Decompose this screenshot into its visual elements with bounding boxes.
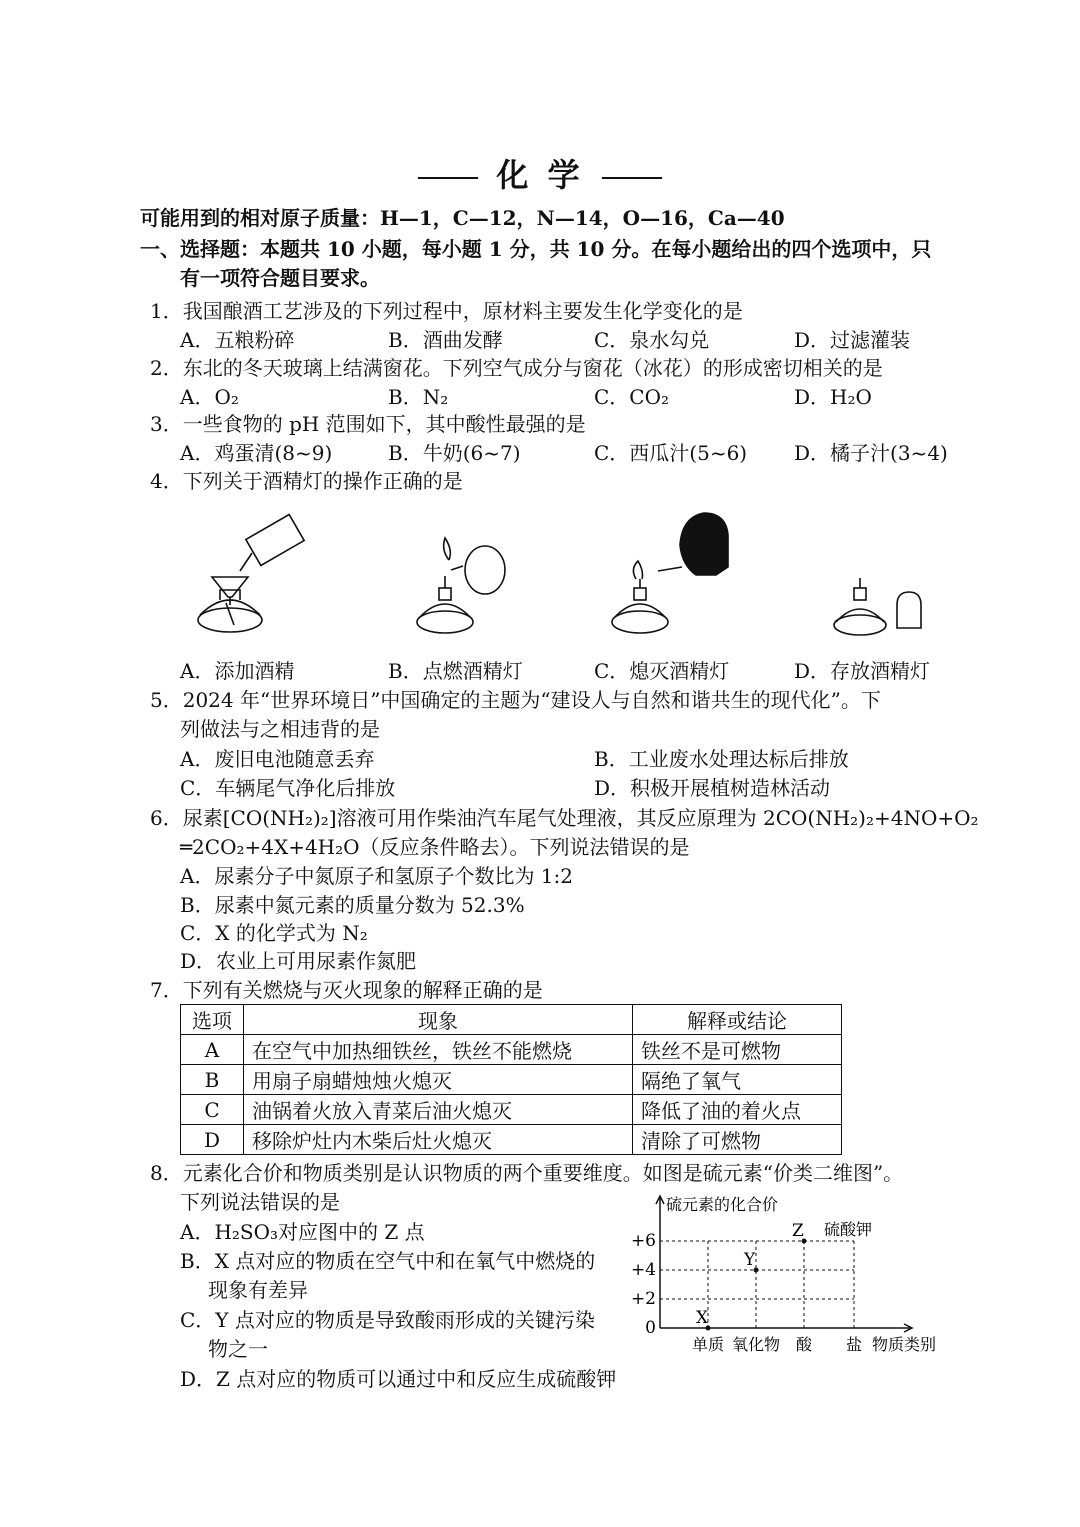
q4-option-d: D．存放酒精灯 [794,659,931,683]
q6-option-b: B．尿素中氮元素的质量分数为 52.3% [180,893,525,917]
add-alcohol-illustration [190,505,320,645]
q1-option-c: C．泉水勾兑 [594,328,710,352]
y-tick-label: +6 [630,1231,656,1251]
sulfur-valence-chart [628,1190,948,1360]
y-tick-label: +2 [630,1289,656,1309]
q5-option-b: B．工业废水处理达标后排放 [594,747,849,771]
y-axis-label: 硫元素的化合价 [666,1195,779,1214]
q5-option-a: A．废旧电池随意丢弃 [180,747,375,771]
table-header: 解释或结论 [633,1005,842,1035]
q6-option-a: A．尿素分子中氮原子和氢原子个数比为 1:2 [180,864,573,888]
table-cell: 清除了可燃物 [633,1125,842,1155]
q2-stem: 2．东北的冬天玻璃上结满窗花。下列空气成分与窗花（冰花）的形成密切相关的是 [150,356,883,380]
q3-stem: 3．一些食物的 pH 范围如下，其中酸性最强的是 [150,412,586,436]
q1-stem: 1．我国酿酒工艺涉及的下列过程中，原材料主要发生化学变化的是 [150,299,743,323]
table-cell: 移除炉灶内木柴后灶火熄灭 [244,1125,633,1155]
table-cell: 用扇子扇蜡烛烛火熄灭 [244,1065,633,1095]
x-tick-label: 氧化物 [731,1335,781,1354]
title-dash-right [602,177,662,179]
table-header: 现象 [244,1005,633,1035]
table-cell: B [181,1065,244,1095]
q8-option-c-cont: 物之一 [208,1337,268,1361]
table-cell: 在空气中加热细铁丝，铁丝不能燃烧 [244,1035,633,1065]
q6-stem: 6．尿素[CO(NH₂)₂]溶液可用作柴油汽车尾气处理液，其反应原理为 2CO(NH₂)₂+4NO+O₂ [150,806,979,830]
table-header-row [181,1005,842,1035]
table-cell: 铁丝不是可燃物 [633,1035,842,1065]
q5-option-d: D．积极开展植树造林活动 [594,776,831,800]
q5-option-c: C．车辆尾气净化后排放 [180,776,396,800]
q4-stem: 4．下列关于酒精灯的操作正确的是 [150,469,463,493]
table-row [181,1125,842,1155]
table-cell: D [181,1125,244,1155]
q8-stem: 8．元素化合价和物质类别是认识物质的两个重要维度。如图是硫元素“价类二维图”。 [150,1161,904,1185]
section1-heading-cont: 有一项符合题目要求。 [180,266,380,290]
data-point-label: X [696,1308,709,1328]
q2-option-b: B．N₂ [388,385,449,409]
table-cell: 降低了油的着火点 [633,1095,842,1125]
table-row [181,1035,842,1065]
q8-option-b: B．X 点对应的物质在空气中和在氧气中燃烧的 [180,1249,596,1273]
q2-option-d: D．H₂O [794,385,872,409]
q5-stem-cont: 列做法与之相违背的是 [180,717,380,741]
table-cell: 油锅着火放入青菜后油火熄灭 [244,1095,633,1125]
q1-option-d: D．过滤灌装 [794,328,911,352]
q6-stem-cont: ═2CO₂+4X+4H₂O（反应条件略去）。下列说法错误的是 [180,835,690,859]
table-header: 选项 [181,1005,244,1035]
atomic-mass-line: 可能用到的相对原子质量：H—1，C—12，N—14，O—16，Ca—40 [140,206,785,230]
table-cell: C [181,1095,244,1125]
y-tick-label: +4 [630,1260,656,1280]
q3-option-b: B．牛奶(6~7) [388,441,521,465]
q3-option-a: A．鸡蛋清(8~9) [180,441,333,465]
q2-option-a: A．O₂ [180,385,239,409]
data-point-label: Z [792,1221,804,1241]
table-row [181,1065,842,1095]
table-cell: 隔绝了氧气 [633,1065,842,1095]
store-lamp-illustration [825,570,935,645]
extinguish-lamp-illustration [600,505,740,645]
chart-annotation: 硫酸钾 [824,1220,873,1239]
page-title: 化 学 [0,150,1080,196]
q8-option-a: A．H₂SO₃对应图中的 Z 点 [180,1220,425,1244]
data-point-label: Y [744,1250,756,1270]
table-cell: A [181,1035,244,1065]
table-row [181,1095,842,1125]
light-lamp-illustration [405,530,515,645]
q2-option-c: C．CO₂ [594,385,670,409]
q8-stem-cont: 下列说法错误的是 [180,1190,340,1214]
q5-stem: 5．2024 年“世界环境日”中国确定的主题为“建设人与自然和谐共生的现代化”。下 [150,688,881,712]
q6-option-d: D．农业上可用尿素作氮肥 [180,949,417,973]
q8-option-d: D．Z 点对应的物质可以通过中和反应生成硫酸钾 [180,1367,617,1391]
title-dash-left [418,177,478,179]
q7-table [180,1004,842,1155]
q1-option-a: A．五粮粉碎 [180,328,295,352]
y-tick-label: 0 [645,1318,656,1338]
q4-option-b: B．点燃酒精灯 [388,659,523,683]
section1-heading: 一、选择题：本题共 10 小题，每小题 1 分，共 10 分。在每小题给出的四个选项中，只 [140,237,932,261]
x-tick-label: 酸 [795,1335,813,1354]
q4-option-c: C．熄灭酒精灯 [594,659,730,683]
q1-option-b: B．酒曲发酵 [388,328,503,352]
q3-option-c: C．西瓜汁(5~6) [594,441,748,465]
x-tick-label: 单质 [691,1335,725,1354]
q4-option-a: A．添加酒精 [180,659,295,683]
x-axis-label: 物质类别 [872,1335,937,1354]
q8-option-b-cont: 现象有差异 [208,1278,308,1302]
q6-option-c: C．X 的化学式为 N₂ [180,921,368,945]
q8-option-c: C．Y 点对应的物质是导致酸雨形成的关键污染 [180,1308,595,1332]
q3-option-d: D．橘子汁(3~4) [794,441,948,465]
q7-stem: 7．下列有关燃烧与灭火现象的解释正确的是 [150,978,543,1002]
x-tick-label: 盐 [845,1335,863,1354]
